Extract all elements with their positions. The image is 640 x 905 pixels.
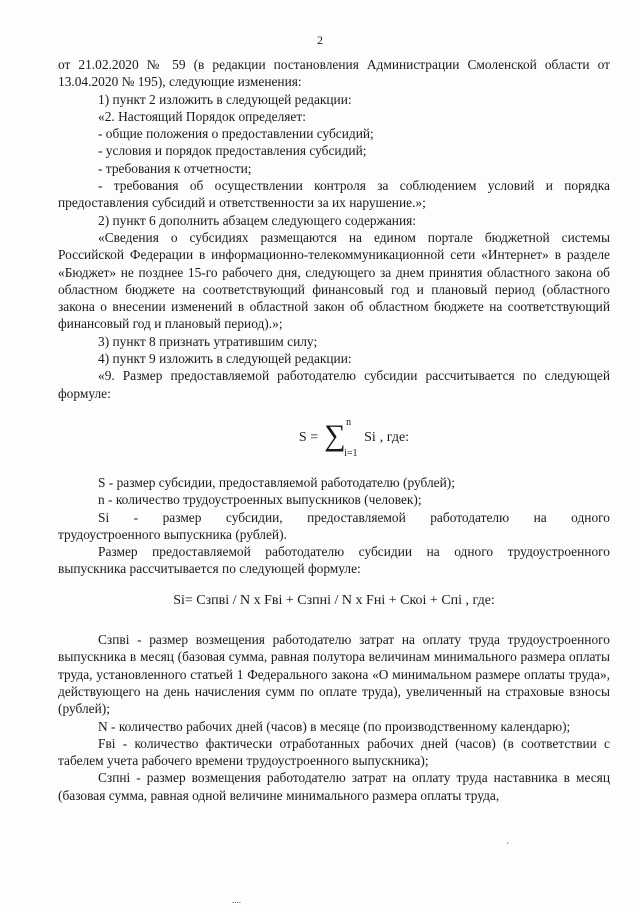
list-item: - условия и порядок предоставления субсидий; (98, 143, 367, 159)
sum-lower-limit: i=1 (344, 447, 358, 459)
definition-szpvi: Сзпві - размер возмещения работодателю затрат на оплату труда трудоустроенного выпускника в месяц (базовая сумма, равная полутора величинам минимального размера оплаты труда, установленного статьей 1 Федерального закона «О минимальном размере оплаты труда», действующего на день начисления сумм по оплате труда), увеличенный на страховые взносы (рублей); (58, 632, 610, 717)
paragraph-per-graduate: Размер предоставляемой работодателю субсидии на одного трудоустроенного выпускника рассчитывается по следующей формуле: (58, 544, 610, 577)
paragraph-quote-subsidies: «Сведения о субсидиях размещаются на едином портале бюджетной системы Российской Федерации в информационно-телекоммуникационной сети «Интернет» в разделе «Бюджет» не позднее 15-го рабочего дня, следующего за днем принятия областного закона об областном бюджете на соответствующий финансовый год и плановый период (областного закона о внесении изменений в областной закон об областном бюджете на соответствующий финансовый год и плановый период).»; (58, 229, 610, 332)
bottom-mark: .... (232, 895, 241, 905)
page-number: 2 (317, 33, 323, 47)
sum-upper-limit: n (346, 416, 352, 428)
formula-tail: , где: (379, 430, 410, 446)
paragraph-item-1: 1) пункт 2 изложить в следующей редакции: (98, 91, 352, 107)
definition-N: N - количество рабочих дней (часов) в месяце (по производственному календарю); (98, 718, 571, 734)
definition-szpni: Сзпні - размер возмещения работодателю затрат на оплату труда наставника в месяц (базовая сумма, равная одной величине минимального размера оплаты труда, (58, 770, 610, 803)
list-item: - требования к отчетности; (98, 160, 252, 176)
formula-lhs: S = (298, 430, 319, 446)
paragraph-quote-2: «2. Настоящий Порядок определяет: (98, 108, 306, 124)
sigma-symbol: ∑ n i=1 (324, 418, 350, 458)
summation (324, 416, 358, 459)
formula-term: Si (364, 430, 376, 446)
definition-n: n - количество трудоустроенных выпускников (человек); (98, 492, 422, 508)
paragraph-item-3: 3) пункт 8 признать утратившим силу; (98, 333, 318, 349)
scan-mark: ´ (506, 842, 510, 853)
definition-si-cont: трудоустроенного выпускника (рублей). (58, 526, 287, 542)
paragraph-quote-9: «9. Размер предоставляемой работодателю субсидии рассчитывается по следующей формуле: (58, 368, 610, 401)
list-item: - требования об осуществлении контроля за соблюдением условий и порядка предоставления субсидий и ответственности за их нарушение.»; (58, 178, 610, 211)
definition-s: S - размер субсидии, предоставляемой работодателю (рублей); (98, 474, 455, 490)
definition-fvi: Fві - количество фактически отработанных рабочих дней (часов) (в соответствии с табелем учета рабочего времени трудоустроенного выпускника); (58, 735, 610, 769)
definition-si: Si - размер субсидии, предоставляемой работодателю на одного (98, 509, 610, 525)
paragraph-intro: от 21.02.2020 № 59 (в редакции постановления Администрации Смоленской области от 13.04.2020 № 195), следующие изменения: (58, 57, 610, 90)
list-item: - общие положения о предоставлении субсидий; (98, 126, 374, 142)
paragraph-item-4: 4) пункт 9 изложить в следующей редакции: (98, 351, 352, 367)
formula-sum (98, 402, 610, 474)
document-body (58, 56, 610, 804)
formula-si: Si= Сзпві / N x Fві + Сзпні / N x Fні + Скоі + Спі , где: (173, 592, 495, 608)
paragraph-item-2: 2) пункт 6 дополнить абзацем следующего содержания: (98, 212, 417, 228)
